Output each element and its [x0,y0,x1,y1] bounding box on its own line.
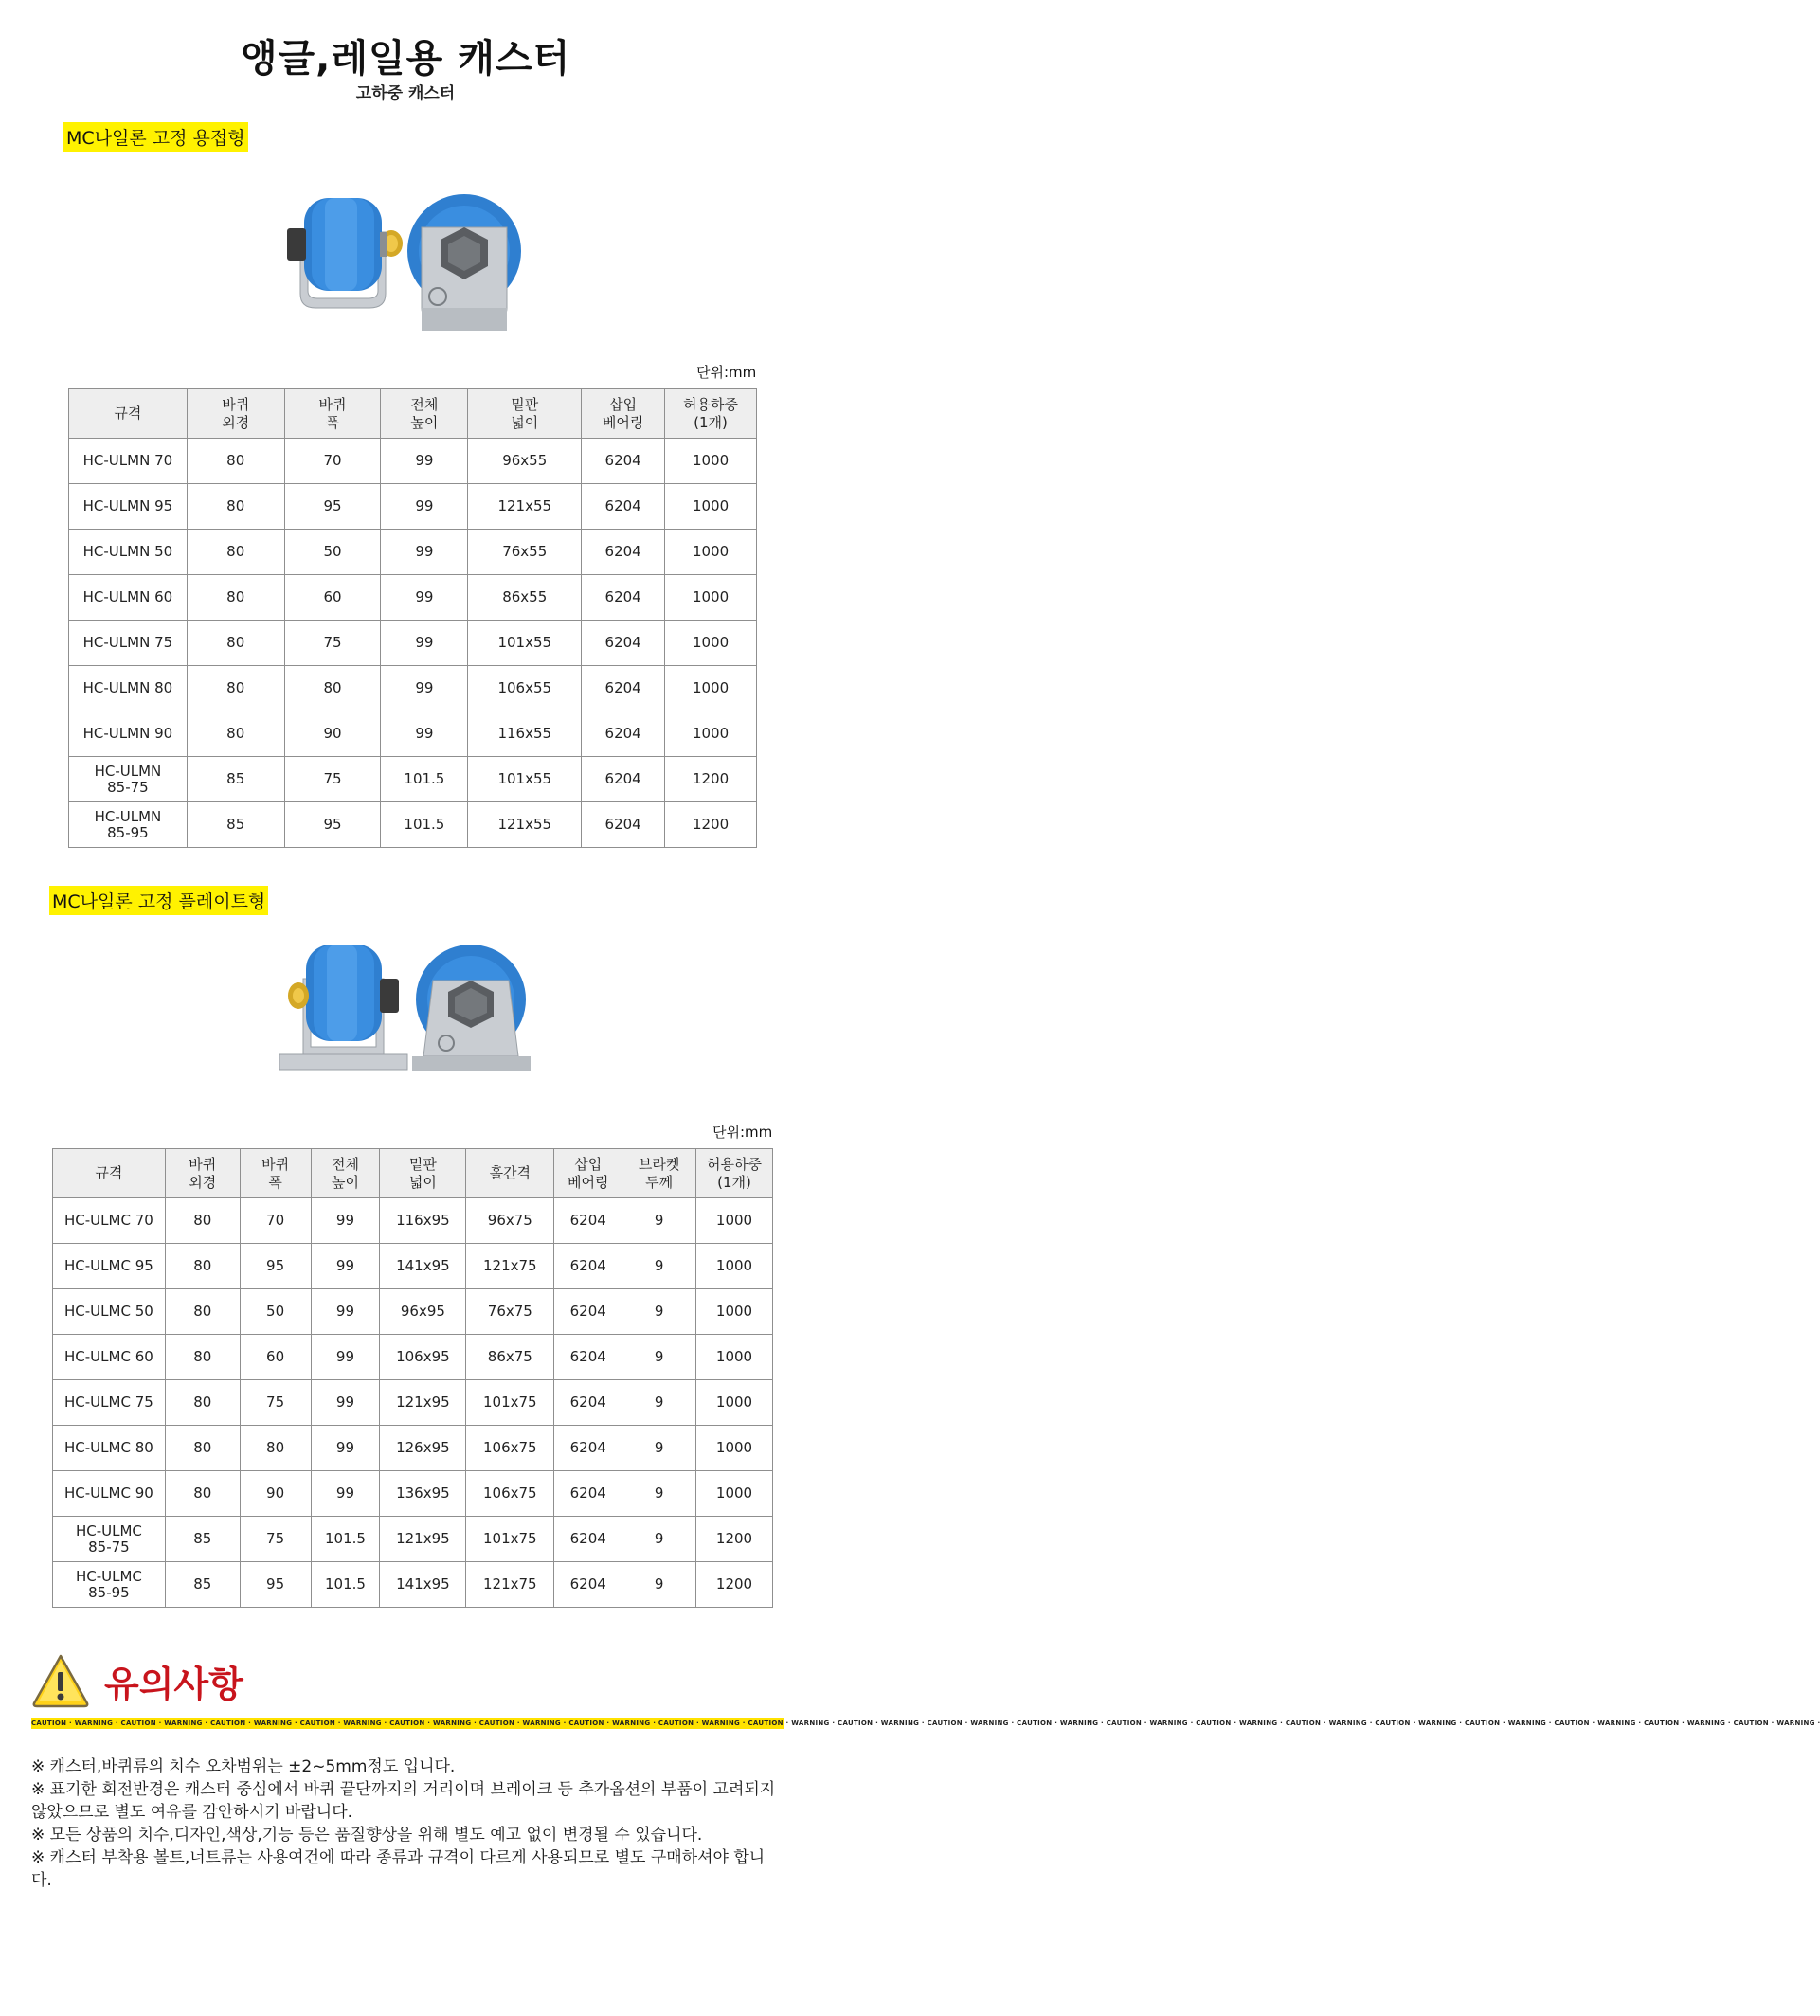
table-row [53,1244,773,1289]
caster-front-view [287,198,403,308]
spec-cell: 6204 [554,1562,622,1608]
spec-cell: 96x55 [468,439,582,484]
spec-cell: 80 [165,1289,240,1335]
model-cell: HC-ULMC 85-75 [53,1517,166,1562]
spec-cell: 9 [622,1517,696,1562]
spec-cell: 1200 [665,802,757,848]
spec-cell: 50 [240,1289,311,1335]
spec-cell: 80 [187,666,284,711]
spec-cell: 6204 [582,484,665,530]
spec-cell: 6204 [582,439,665,484]
spec-cell: 121x55 [468,802,582,848]
spec-cell: 101x75 [466,1517,554,1562]
spec-cell: 1000 [665,621,757,666]
column-header: 홀간격 [466,1149,554,1198]
model-cell: HC-ULMC 75 [53,1380,166,1426]
spec-cell: 99 [381,711,468,757]
spec-cell: 85 [165,1562,240,1608]
model-cell: HC-ULMN 85-75 [69,757,188,802]
caution-strip-text: CAUTION · WARNING · CAUTION · WARNING · CAUTION · WARNING · CAUTION · WARNING · CAUTION · WARNING · CAUTION · WARNING · CAUTION · WARNING · CAUTION · WARNING · CAUTION · WARNING · CAUTION · WARNING · CAUTION · WARNING · CAUTION · WARNING · CAUTION · WARNING · CAUTION · WARNING · CAUTION · WARNING · CAUTION · WARNING · CAUTION · WARNING · CAUTION · WARNING · CAUTION · WARNING · CAUTION · WARNING · [31,1719,1820,1727]
spec-cell: 1000 [696,1335,773,1380]
spec-cell: 6204 [554,1471,622,1517]
spec-cell: 141x95 [380,1244,466,1289]
spec-cell: 141x95 [380,1562,466,1608]
spec-cell: 99 [311,1335,380,1380]
spec-cell: 6204 [554,1517,622,1562]
note-item: ※ 모든 상품의 치수,디자인,색상,기능 등은 품질향상을 위해 별도 예고 없이 변경될 수 있습니다. [31,1826,703,1845]
spec-cell: 96x95 [380,1289,466,1335]
spec-cell: 80 [240,1426,311,1471]
table-row [69,757,757,802]
spec-cell: 50 [284,530,381,575]
spec-cell: 80 [165,1380,240,1426]
column-header: 밑판 넓이 [380,1149,466,1198]
spec-cell: 126x95 [380,1426,466,1471]
spec-table-plate [52,1148,773,1608]
spec-cell: 101x55 [468,621,582,666]
spec-cell: 70 [284,439,381,484]
spec-cell: 1200 [665,757,757,802]
spec-cell: 9 [622,1426,696,1471]
note-item: ※ 캐스터,바퀴류의 치수 오차범위는 ±2~5mm정도 입니다. [31,1757,456,1776]
spec-cell: 99 [311,1289,380,1335]
notes-list [31,1755,784,1892]
spec-cell: 6204 [582,802,665,848]
spec-cell: 1000 [665,484,757,530]
spec-cell: 1000 [696,1471,773,1517]
spec-cell: 1000 [665,439,757,484]
spec-cell: 9 [622,1198,696,1244]
spec-cell: 121x95 [380,1380,466,1426]
spec-cell: 106x75 [466,1471,554,1517]
column-header: 전체 높이 [381,389,468,439]
spec-cell: 6204 [554,1289,622,1335]
spec-cell: 121x75 [466,1562,554,1608]
column-header: 브라켓 두께 [622,1149,696,1198]
table-row [69,802,757,848]
column-header: 허용하중 (1개) [665,389,757,439]
spec-cell: 99 [311,1244,380,1289]
welded-caster-image [270,175,535,336]
table-row [69,621,757,666]
table-row [53,1198,773,1244]
note-item: ※ 표기한 회전반경은 캐스터 중심에서 바퀴 끝단까지의 거리이며 브레이크 등 추가옵션의 부품이 고려되지 않았으므로 별도 여유를 감안하시기 바랍니다. [31,1780,776,1822]
spec-cell: 99 [381,484,468,530]
section1-label: MC나일론 고정 용접형 [63,122,248,152]
spec-cell: 80 [187,439,284,484]
spec-cell: 99 [381,530,468,575]
spec-cell: 9 [622,1244,696,1289]
spec-cell: 1000 [665,666,757,711]
spec-cell: 1000 [665,530,757,575]
spec-cell: 6204 [582,621,665,666]
spec-cell: 80 [187,530,284,575]
table-row [53,1426,773,1471]
spec-cell: 1000 [696,1244,773,1289]
spec-cell: 121x75 [466,1244,554,1289]
column-header: 규격 [69,389,188,439]
spec-cell: 6204 [582,530,665,575]
spec-cell: 1000 [665,575,757,621]
spec-cell: 80 [187,575,284,621]
spec-cell: 85 [187,802,284,848]
spec-cell: 101x75 [466,1380,554,1426]
spec-cell: 80 [187,621,284,666]
model-cell: HC-ULMN 85-95 [69,802,188,848]
table-row [53,1335,773,1380]
spec-cell: 106x75 [466,1426,554,1471]
spec-cell: 80 [165,1471,240,1517]
spec-cell: 99 [311,1471,380,1517]
spec-cell: 101.5 [311,1517,380,1562]
spec-cell: 95 [240,1244,311,1289]
spec-cell: 99 [311,1198,380,1244]
model-cell: HC-ULMC 70 [53,1198,166,1244]
spec-cell: 101.5 [381,757,468,802]
spec-cell: 99 [381,666,468,711]
spec-cell: 86x75 [466,1335,554,1380]
model-cell: HC-ULMN 75 [69,621,188,666]
spec-cell: 1000 [696,1198,773,1244]
spec-cell: 99 [381,621,468,666]
note-item: ※ 캐스터 부착용 볼트,너트류는 사용여건에 따라 종류과 규격이 다르게 사용되므로 별도 구매하셔야 합니다. [31,1848,766,1890]
column-header: 바퀴 폭 [284,389,381,439]
table-row [53,1471,773,1517]
spec-cell: 85 [187,757,284,802]
spec-cell: 75 [284,621,381,666]
spec-cell: 101.5 [381,802,468,848]
column-header: 삽입 베어링 [582,389,665,439]
spec-cell: 121x55 [468,484,582,530]
spec-cell: 116x95 [380,1198,466,1244]
spec-cell: 99 [381,439,468,484]
spec-cell: 1000 [696,1426,773,1471]
model-cell: HC-ULMN 50 [69,530,188,575]
table-header-row [53,1149,773,1198]
spec-cell: 75 [240,1517,311,1562]
spec-cell: 9 [622,1289,696,1335]
column-header: 삽입 베어링 [554,1149,622,1198]
model-cell: HC-ULMN 70 [69,439,188,484]
model-cell: HC-ULMC 50 [53,1289,166,1335]
spec-cell: 80 [284,666,381,711]
table-row [69,484,757,530]
spec-cell: 101x55 [468,757,582,802]
spec-cell: 6204 [582,666,665,711]
spec-cell: 99 [311,1426,380,1471]
model-cell: HC-ULMC 80 [53,1426,166,1471]
column-header: 바퀴 외경 [165,1149,240,1198]
spec-cell: 6204 [554,1198,622,1244]
spec-cell: 70 [240,1198,311,1244]
spec-cell: 95 [240,1562,311,1608]
spec-cell: 60 [240,1335,311,1380]
caster-side-view [412,945,531,1071]
table-row [53,1562,773,1608]
spec-cell: 80 [187,484,284,530]
spec-cell: 80 [187,711,284,757]
spec-cell: 80 [165,1198,240,1244]
spec-cell: 6204 [554,1335,622,1380]
model-cell: HC-ULMN 95 [69,484,188,530]
spec-cell: 9 [622,1335,696,1380]
spec-cell: 76x55 [468,530,582,575]
spec-cell: 80 [165,1244,240,1289]
plate-caster-image [270,924,535,1089]
section2-label: MC나일론 고정 플레이트형 [49,886,268,915]
spec-table-welded [68,388,757,848]
spec-cell: 1000 [696,1380,773,1426]
spec-cell: 95 [284,802,381,848]
column-header: 밑판 넓이 [468,389,582,439]
spec-cell: 6204 [554,1244,622,1289]
page-subtitle: 고하중 캐스터 [355,84,456,103]
table-row [53,1517,773,1562]
spec-cell: 101.5 [311,1562,380,1608]
page-title: 앵글,레일용 캐스터 [240,37,571,81]
spec-cell: 75 [284,757,381,802]
table-row [69,439,757,484]
model-cell: HC-ULMC 95 [53,1244,166,1289]
spec-cell: 116x55 [468,711,582,757]
warning-triangle-icon [31,1653,90,1708]
spec-cell: 106x95 [380,1335,466,1380]
column-header: 규격 [53,1149,166,1198]
spec-cell: 99 [381,575,468,621]
spec-cell: 80 [165,1335,240,1380]
spec-cell: 106x55 [468,666,582,711]
spec-cell: 60 [284,575,381,621]
spec-cell: 6204 [554,1426,622,1471]
spec-cell: 1000 [696,1289,773,1335]
unit-label-2: 단위:mm [712,1124,773,1141]
table-row [69,530,757,575]
column-header: 바퀴 폭 [240,1149,311,1198]
spec-cell: 85 [165,1517,240,1562]
table-row [53,1289,773,1335]
spec-cell: 75 [240,1380,311,1426]
table-row [69,575,757,621]
spec-cell: 76x75 [466,1289,554,1335]
spec-cell: 96x75 [466,1198,554,1244]
table-row [53,1380,773,1426]
spec-cell: 9 [622,1471,696,1517]
spec-cell: 136x95 [380,1471,466,1517]
table-row [69,666,757,711]
model-cell: HC-ULMN 80 [69,666,188,711]
model-cell: HC-ULMC 90 [53,1471,166,1517]
spec-cell: 1200 [696,1562,773,1608]
table-row [69,711,757,757]
model-cell: HC-ULMN 90 [69,711,188,757]
spec-cell: 90 [240,1471,311,1517]
spec-cell: 121x95 [380,1517,466,1562]
spec-cell: 9 [622,1562,696,1608]
caster-front-view [279,945,407,1070]
warning-title: 유의사항 [104,1664,243,1705]
unit-label-1: 단위:mm [696,364,757,381]
spec-cell: 6204 [582,711,665,757]
spec-cell: 90 [284,711,381,757]
spec-cell: 6204 [582,757,665,802]
spec-cell: 86x55 [468,575,582,621]
caster-side-view [407,194,521,331]
model-cell: HC-ULMC 60 [53,1335,166,1380]
spec-cell: 6204 [582,575,665,621]
column-header: 허용하중 (1개) [696,1149,773,1198]
spec-cell: 6204 [554,1380,622,1426]
spec-cell: 1000 [665,711,757,757]
spec-cell: 1200 [696,1517,773,1562]
spec-cell: 95 [284,484,381,530]
spec-cell: 9 [622,1380,696,1426]
spec-cell: 80 [165,1426,240,1471]
column-header: 바퀴 외경 [187,389,284,439]
model-cell: HC-ULMC 85-95 [53,1562,166,1608]
caution-strip [31,1718,1820,1729]
model-cell: HC-ULMN 60 [69,575,188,621]
table-header-row [69,389,757,439]
column-header: 전체 높이 [311,1149,380,1198]
spec-cell: 99 [311,1380,380,1426]
